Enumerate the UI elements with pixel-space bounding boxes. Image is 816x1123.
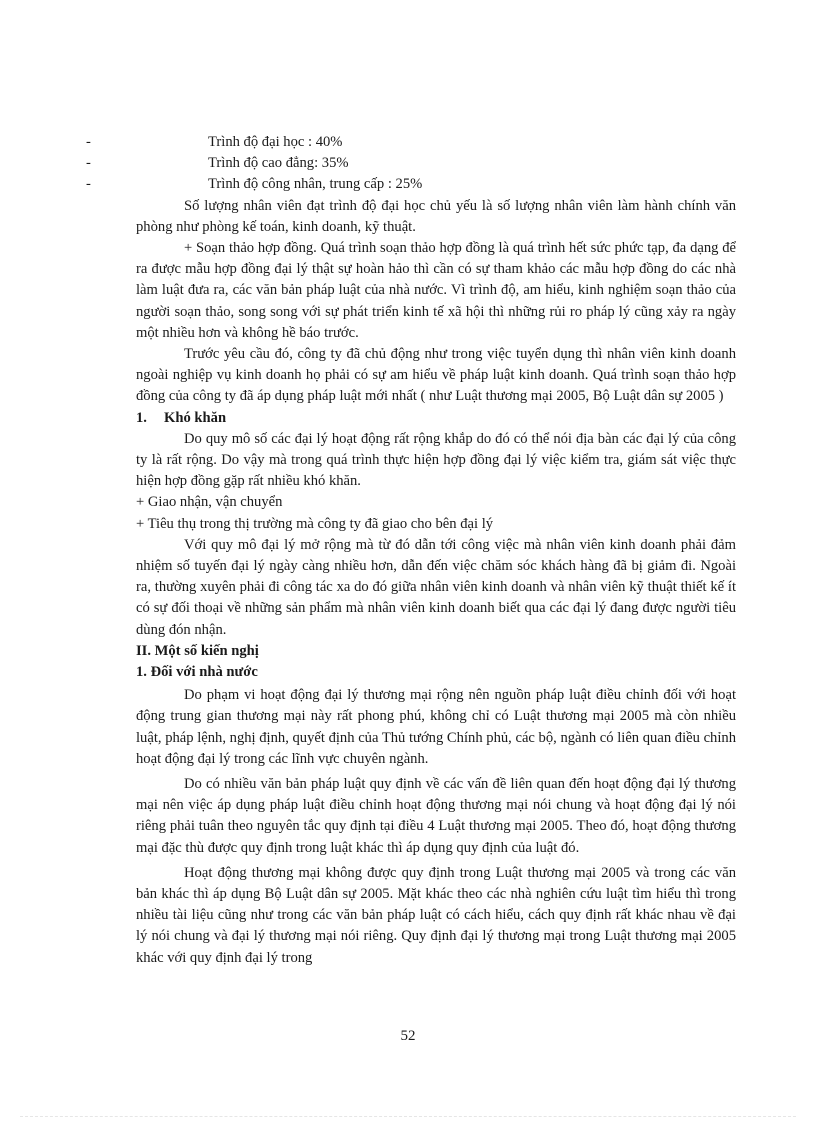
bullet-dash: -	[86, 155, 91, 172]
bullet-item	[86, 174, 736, 195]
bullet-item	[86, 132, 736, 153]
page-bottom-divider	[20, 1116, 796, 1117]
paragraph: Hoạt động thương mại không được quy định trong Luật thương mại 2005 và trong các văn bản khác thì áp dụng Bộ Luật dân sự 2005. Mặt khác theo các nhà nghiên cứu luật tìm hiểu thì trong nhiều tài liệu cũng như trong các văn bản pháp luật có cách hiểu, cách quy định rất khác nhau về đại lý nói chung và đại lý thương mại nói riêng. Quy định đại lý thương mại trong Luật thương mại 2005 khác với quy định đại lý trong	[136, 864, 736, 966]
paragraph: Do quy mô số các đại lý hoạt động rất rộng khắp do đó có thể nói địa bàn các đại lý của công ty là rất rộng. Do vậy mà trong quá trình thực hiện hợp đồng đại lý việc kiểm tra, giám sát việc thực hiện hợp đồng gặp rất nhiều khó khăn.	[136, 430, 736, 490]
paragraph: Trước yêu cầu đó, công ty đã chủ động như trong việc tuyển dụng thì nhân viên kinh doanh ngoài nghiệp vụ kinh doanh họ phải có sự am hiểu về pháp luật kinh doanh. Quá trình soạn thảo hợp đồng của công ty đã áp dụng pháp luật mới nhất ( như Luật thương mại 2005, Bộ Luật dân sự 2005 )	[136, 345, 736, 405]
page-number: 52	[400, 1028, 416, 1044]
bullet-dash: -	[86, 176, 91, 193]
page-content	[86, 132, 736, 969]
subsection-heading: 1. Đối với nhà nước	[136, 664, 258, 681]
bullet-item	[86, 153, 736, 174]
paragraph: Do có nhiều văn bản pháp luật quy định về các vấn đề liên quan đến hoạt động đại lý thương mại nên việc áp dụng pháp luật điều chỉnh hoạt động thương mại nói chung và hoạt động đại lý nói riêng phải tuân theo nguyên tắc quy định tại điều 4 Luật thương mại 2005. Theo đó, hoạt động thương mại đặc thù được quy định trong luật khác thì áp dụng quy định của luật đó.	[136, 776, 736, 856]
list-line: + Giao nhận, vận chuyển	[136, 494, 283, 511]
bullet-text: Trình độ cao đẳng: 35%	[208, 155, 349, 172]
heading-text: Khó khăn	[164, 409, 227, 426]
paragraph: Do phạm vi hoạt động đại lý thương mại rộng nên nguồn pháp luật điều chỉnh đối với hoạt động trung gian thương mại này rất phong phú, không chỉ có Luật thương mại 2005 mà còn nhiều luật, pháp lệnh, nghị định, quyết định của Thủ tướng Chính phủ, các bộ, ngành có liên quan điều chỉnh hoạt động đại lý trong các lĩnh vực chuyên ngành.	[136, 687, 736, 767]
bullet-text: Trình độ công nhân, trung cấp : 25%	[208, 176, 423, 193]
paragraph: Số lượng nhân viên đạt trình độ đại học chủ yếu là số lượng nhân viên làm hành chính văn phòng như phòng kế toán, kinh doanh, kỹ thuật.	[136, 197, 736, 235]
bullet-dash: -	[86, 134, 91, 150]
heading-number: 1.	[136, 409, 147, 426]
list-line: + Tiêu thụ trong thị trường mà công ty đã giao cho bên đại lý	[136, 515, 494, 532]
paragraph: + Soạn thảo hợp đồng. Quá trình soạn thảo hợp đồng là quá trình hết sức phức tạp, đa dạng để ra được mẫu hợp đồng đại lý thật sự hoàn hảo thì cần có sự tham khảo các mẫu hợp đồng do các nhà làm luật đưa ra, các văn bản pháp luật của nhà nước. Vì trình độ, am hiểu, kinh nghiệm soạn thảo của người soạn thảo, song song với sự phát triển kinh tế xã hội thì những rủi ro pháp lý cũng xảy ra ngày một nhiều hơn và không hề báo trước.	[136, 239, 736, 341]
section-heading: II. Một số kiến nghị	[136, 642, 259, 659]
section-heading	[136, 408, 736, 429]
bullet-text: Trình độ đại học : 40%	[208, 134, 343, 150]
paragraph: Với quy mô đại lý mở rộng mà từ đó dẫn tới công việc mà nhân viên kinh doanh phải đảm nhiệm số tuyến đại lý ngày càng nhiều hơn, dẫn đến việc chăm sóc khách hàng đã bị giảm đi. Ngoài ra, thường xuyên phải đi công tác xa do đó giữa nhân viên kinh doanh và nhân viên kỹ thuật thiết kế ít có sự đối thoại về những sản phẩm mà nhân viên kinh doanh biết qua các đại lý đang được người tiêu dùng đón nhận.	[136, 536, 736, 638]
